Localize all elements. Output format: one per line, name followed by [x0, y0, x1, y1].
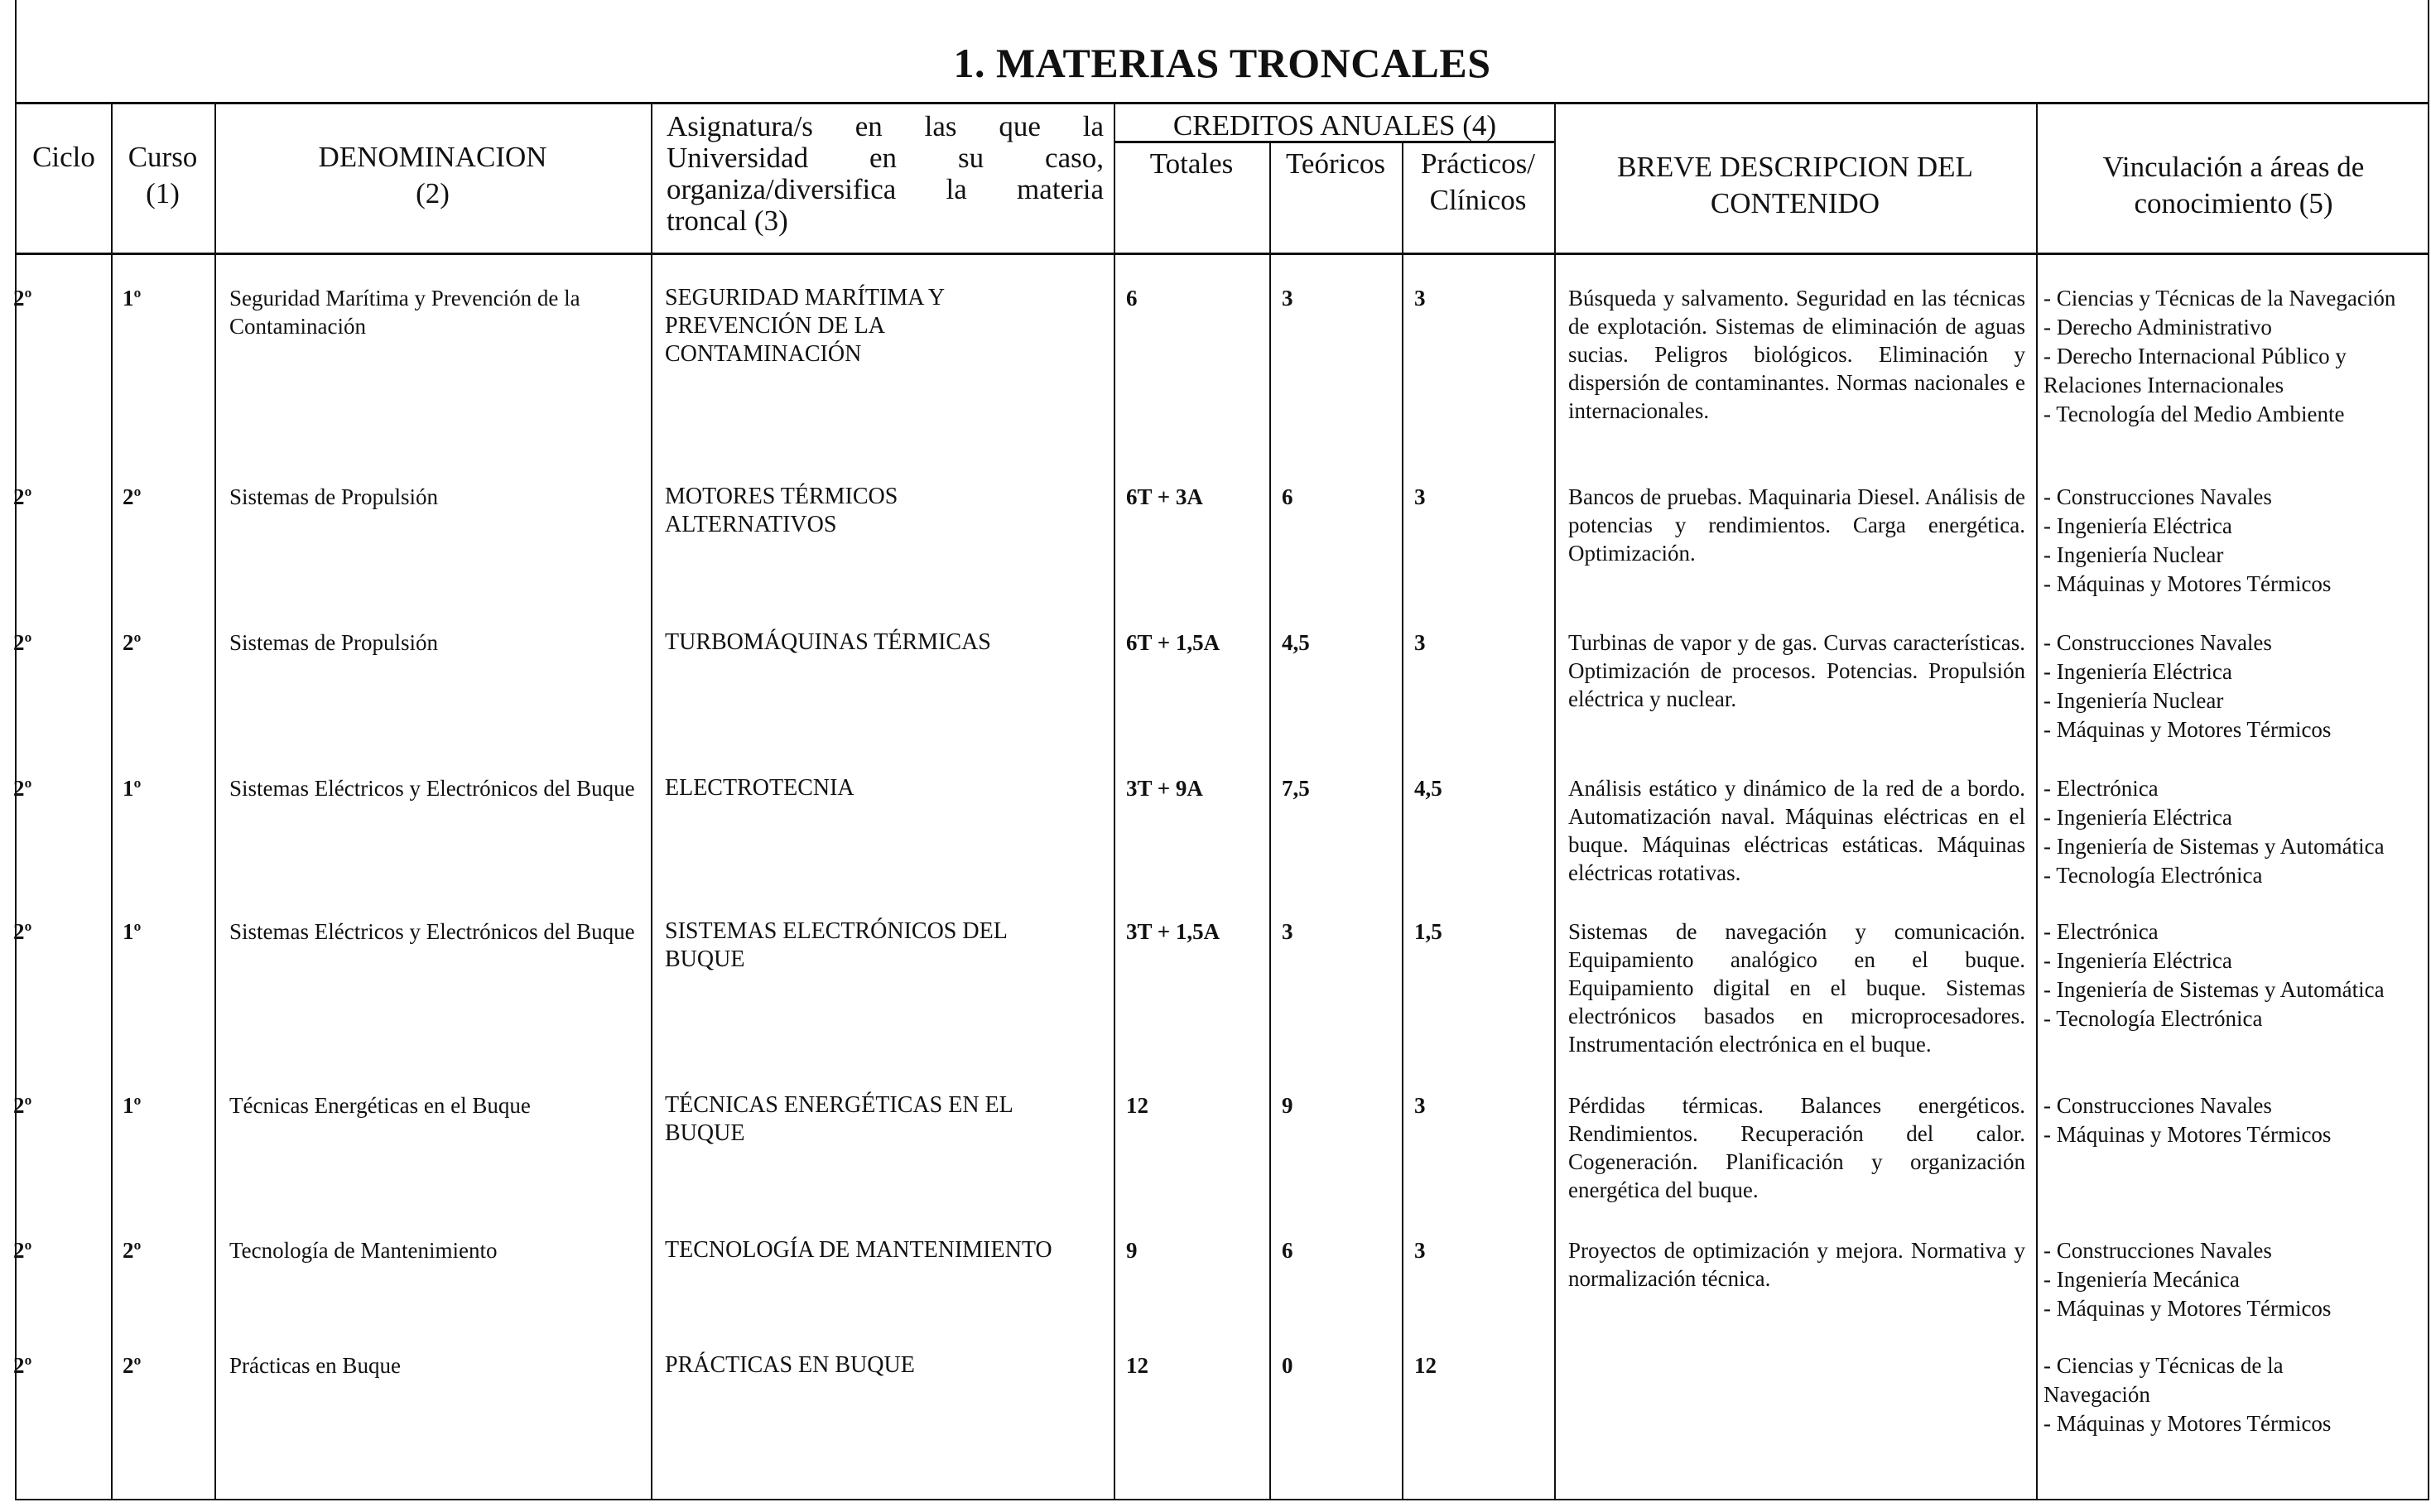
header-denominacion-note: (2) [416, 177, 450, 209]
area-item: - Ingeniería Nuclear [2043, 542, 2224, 567]
header-denominacion-label: DENOMINACION [318, 141, 547, 173]
area-item: Navegación [2043, 1382, 2150, 1407]
cell-teoricos: 7,5 [1282, 776, 1310, 801]
area-item: - Ciencias y Técnicas de la Navegación [2043, 286, 2396, 311]
cell-areas [2043, 1351, 2331, 1438]
cell-asignatura: PRÁCTICAS EN BUQUE [665, 1352, 915, 1378]
cell-descripcion: Análisis estático y dinámico de la red de a bordo. Automatización naval. Máquinas eléctricas en el buque. Máquinas eléctricas estáticas. Máquinas eléctricas rotativas. [1568, 776, 2025, 885]
header-totales: Totales [1149, 147, 1234, 180]
cell-denominacion: Sistemas de Propulsión [229, 484, 439, 509]
cell-totales: 6 [1126, 286, 1138, 311]
area-item: - Ingeniería Mecánica [2043, 1267, 2240, 1292]
cell-asignatura: ELECTROTECNIA [665, 775, 854, 801]
cell-ciclo: 2º [13, 776, 32, 801]
header-denominacion [214, 139, 651, 212]
cell-practicos: 1,5 [1414, 919, 1442, 944]
cell-asignatura: SISTEMAS ELECTRÓNICOS DEL BUQUE [665, 918, 1007, 972]
cell-descripcion: Pérdidas térmicas. Balances energéticos. Rendimientos. Recuperación del calor. Cogeneración. Planificación y organización energética del buque. [1568, 1093, 2025, 1202]
header-ciclo-label: Ciclo [32, 141, 95, 173]
cell-denominacion: Seguridad Marítima y Prevención de la Contaminación [229, 286, 580, 339]
area-item: - Derecho Administrativo [2043, 315, 2272, 339]
cell-ciclo: 2º [13, 484, 32, 509]
cell-practicos: 3 [1414, 630, 1426, 655]
area-item: - Máquinas y Motores Térmicos [2043, 1411, 2332, 1436]
cell-teoricos: 6 [1282, 1238, 1293, 1263]
area-item: - Ciencias y Técnicas de la [2043, 1353, 2284, 1378]
cell-asignatura: TURBOMÁQUINAS TÉRMICAS [665, 629, 991, 655]
area-item: - Ingeniería de Sistemas y Automática [2043, 834, 2385, 859]
cell-teoricos: 3 [1282, 286, 1293, 311]
cell-descripcion: Sistemas de navegación y comunicación. Equipamiento analógico en el buque. Equipamiento digital en el buque. Sistemas electrónicos basados en microprocesadores. Instrumentación electrónica en el buque. [1568, 919, 2025, 1057]
cell-ciclo: 2º [13, 919, 32, 944]
cell-areas [2043, 774, 2385, 890]
cell-curso: 2º [123, 1238, 142, 1263]
cell-descripcion: Bancos de pruebas. Maquinaria Diesel. Análisis de potencias y rendimientos. Carga energética. Optimización. [1568, 484, 2025, 566]
cell-totales: 6T + 1,5A [1126, 630, 1220, 655]
cell-asignatura: SEGURIDAD MARÍTIMA Y PREVENCIÓN DE LA CONTAMINACIÓN [665, 285, 945, 367]
cell-asignatura: MOTORES TÉRMICOS ALTERNATIVOS [665, 484, 898, 537]
cell-practicos: 3 [1414, 1238, 1426, 1263]
cell-curso: 1º [123, 1093, 142, 1118]
cell-curso: 1º [123, 919, 142, 944]
cell-areas [2043, 917, 2385, 1033]
area-item: Relaciones Internacionales [2043, 373, 2284, 397]
area-item: - Máquinas y Motores Térmicos [2043, 1122, 2332, 1147]
area-item: - Tecnología del Medio Ambiente [2043, 402, 2345, 426]
materias-troncales-table [15, 0, 2429, 1500]
area-item: - Ingeniería de Sistemas y Automática [2043, 977, 2385, 1002]
cell-asignatura: TECNOLOGÍA DE MANTENIMIENTO [665, 1237, 1052, 1263]
cell-curso: 1º [123, 286, 142, 311]
header-ciclo [17, 139, 111, 176]
cell-totales: 12 [1126, 1353, 1148, 1378]
area-item: - Construcciones Navales [2043, 630, 2272, 655]
cell-curso: 1º [123, 776, 142, 801]
area-item: - Ingeniería Eléctrica [2043, 948, 2232, 973]
cell-practicos: 3 [1414, 286, 1426, 311]
cell-ciclo: 2º [13, 630, 32, 655]
cell-practicos: 12 [1414, 1353, 1437, 1378]
header-practicos: Prácticos/ Clínicos [1420, 147, 1536, 216]
cell-ciclo: 2º [13, 286, 32, 311]
column-divider [214, 104, 216, 1499]
header-curso-label: Curso [128, 141, 198, 173]
area-item: - Tecnología Electrónica [2043, 863, 2263, 888]
cell-curso: 2º [123, 484, 142, 509]
area-item: - Ingeniería Eléctrica [2043, 659, 2232, 684]
column-divider [1269, 141, 1271, 1499]
cell-denominacion: Sistemas de Propulsión [229, 630, 439, 655]
area-item: - Electrónica [2043, 919, 2159, 944]
area-item: - Máquinas y Motores Térmicos [2043, 571, 2332, 596]
area-item: - Máquinas y Motores Térmicos [2043, 717, 2332, 742]
cell-ciclo: 2º [13, 1238, 32, 1263]
cell-denominacion: Sistemas Eléctricos y Electrónicos del Buque [229, 919, 635, 944]
cell-areas [2043, 628, 2331, 744]
header-asignatura: Asignatura/s en las que la Universidad en su caso, organiza/diversifica la materia troncal (3) [667, 110, 1104, 237]
cell-denominacion: Prácticas en Buque [229, 1353, 401, 1378]
cell-practicos: 4,5 [1414, 776, 1442, 801]
cell-denominacion: Técnicas Energéticas en el Buque [229, 1093, 531, 1118]
header-curso [111, 139, 214, 212]
cell-teoricos: 0 [1282, 1353, 1293, 1378]
header-descripcion: BREVE DESCRIPCION DEL CONTENIDO [1617, 151, 1973, 219]
header-teoricos: Teóricos [1285, 147, 1385, 180]
cell-curso: 2º [123, 630, 142, 655]
column-divider [2036, 104, 2038, 1499]
column-divider [111, 104, 113, 1499]
cell-teoricos: 4,5 [1282, 630, 1310, 655]
column-divider [1114, 104, 1115, 1499]
area-item: - Tecnología Electrónica [2043, 1006, 2263, 1031]
area-item: - Derecho Internacional Público y [2043, 344, 2347, 368]
area-item: - Ingeniería Nuclear [2043, 688, 2224, 713]
cell-denominacion: Sistemas Eléctricos y Electrónicos del Buque [229, 776, 635, 801]
header-creditos: CREDITOS ANUALES (4) [1172, 109, 1497, 142]
cell-descripcion: Turbinas de vapor y de gas. Curvas características. Optimización de procesos. Potencias. Propulsión eléctrica y nuclear. [1568, 630, 2025, 711]
cell-totales: 6T + 3A [1126, 484, 1203, 509]
area-item: - Construcciones Navales [2043, 484, 2272, 509]
cell-areas [2043, 284, 2395, 429]
cell-teoricos: 6 [1282, 484, 1293, 509]
header-vinculacion: Vinculación a áreas de conocimiento (5) [2102, 151, 2365, 219]
cell-totales: 9 [1126, 1238, 1138, 1263]
column-divider [1554, 104, 1556, 1499]
column-divider [651, 104, 652, 1499]
cell-asignatura: TÉCNICAS ENERGÉTICAS EN EL BUQUE [665, 1092, 1013, 1146]
area-item: - Electrónica [2043, 776, 2159, 801]
area-item: - Ingeniería Eléctrica [2043, 805, 2232, 830]
cell-areas [2043, 483, 2331, 599]
area-item: - Construcciones Navales [2043, 1093, 2272, 1118]
cell-teoricos: 9 [1282, 1093, 1293, 1118]
cell-areas [2043, 1091, 2331, 1149]
cell-descripcion: Búsqueda y salvamento. Seguridad en las técnicas de explotación. Sistemas de eliminación de aguas sucias. Peligros biológicos. Eliminación y dispersión de contaminantes. Normas nacionales e internacionales. [1568, 286, 2025, 423]
cell-teoricos: 3 [1282, 919, 1293, 944]
cell-descripcion: Proyectos de optimización y mejora. Normativa y normalización técnica. [1568, 1238, 2025, 1291]
area-item: - Construcciones Navales [2043, 1238, 2272, 1263]
cell-practicos: 3 [1414, 1093, 1426, 1118]
area-item: - Ingeniería Eléctrica [2043, 513, 2232, 538]
header-curso-note: (1) [146, 177, 180, 209]
cell-denominacion: Tecnología de Mantenimiento [229, 1238, 498, 1263]
cell-totales: 3T + 9A [1126, 776, 1203, 801]
cell-areas [2043, 1236, 2331, 1323]
column-divider [1402, 141, 1403, 1499]
cell-totales: 3T + 1,5A [1126, 919, 1220, 944]
area-item: - Máquinas y Motores Térmicos [2043, 1296, 2332, 1321]
cell-totales: 12 [1126, 1093, 1148, 1118]
cell-curso: 2º [123, 1353, 142, 1378]
cell-practicos: 3 [1414, 484, 1426, 509]
cell-ciclo: 2º [13, 1093, 32, 1118]
page-title: 1. MATERIAS TRONCALES [17, 0, 2428, 104]
header-divider [17, 253, 2428, 255]
cell-ciclo: 2º [13, 1353, 32, 1378]
